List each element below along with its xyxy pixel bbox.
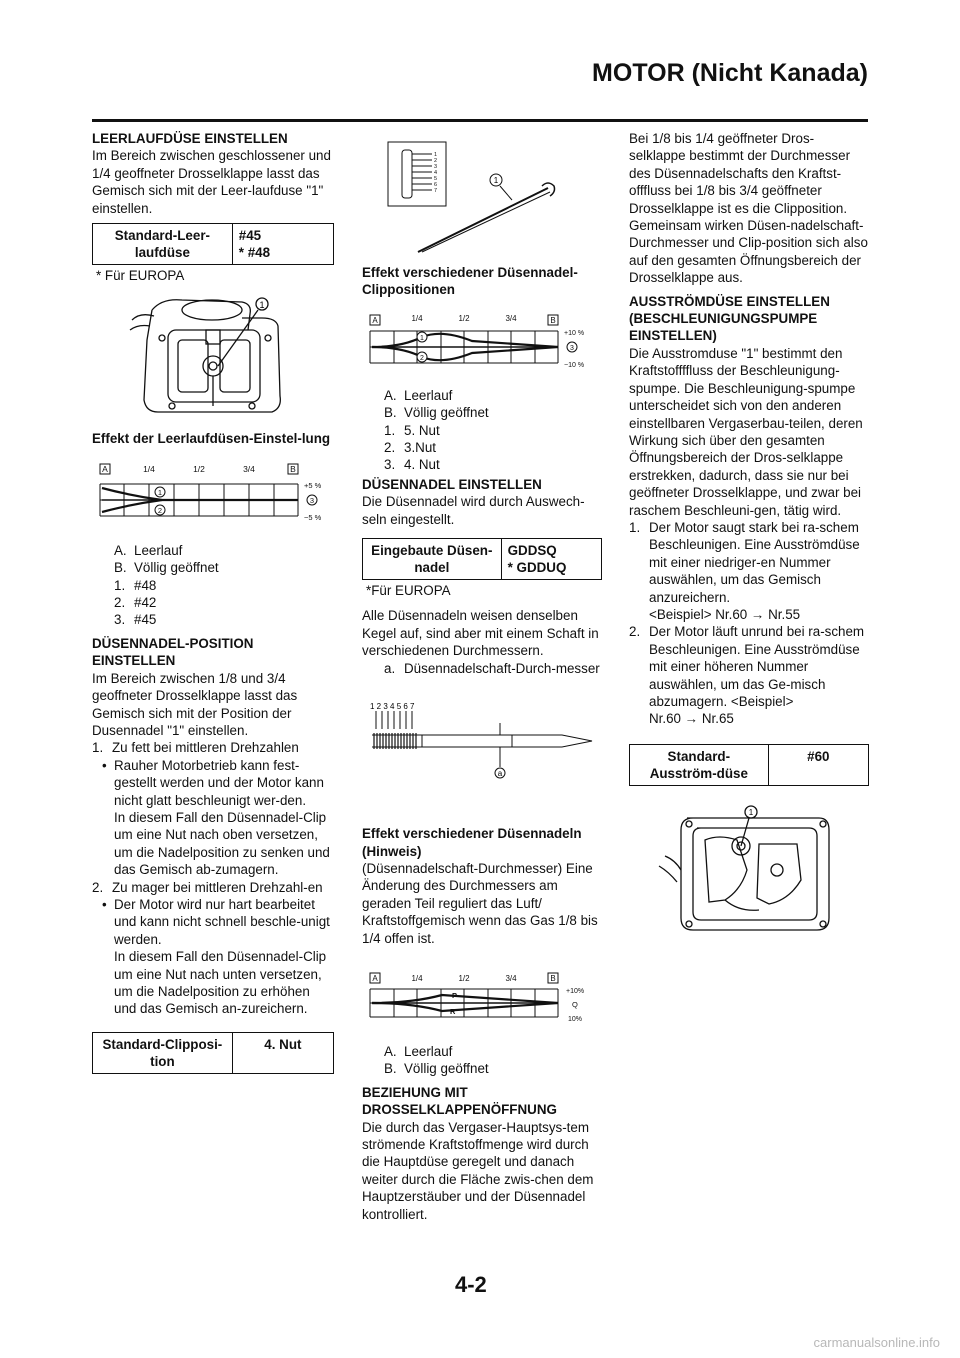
section-text: (Düsennadelschaft-Durchmesser) Eine Änderung des Durchmessers am geraden Teil reguliert das Luft/ Kraftstoffgemisch wenn das Gas 1/8 bis 1/4 offen ist. — [362, 860, 598, 946]
idle-jet-effect-chart — [92, 458, 334, 538]
chart-minus: −5 % — [304, 512, 322, 522]
chart-label-b: B — [550, 973, 556, 983]
legend-value: 4. Nut — [404, 457, 440, 473]
legend-item — [362, 404, 602, 421]
list-item — [629, 623, 869, 710]
chart-minus: −10 % — [564, 361, 585, 369]
list-num: 1. — [629, 519, 641, 535]
legend-item — [362, 456, 602, 473]
figure-caption: Effekt verschiedener Düsennadel-Clippositionen — [362, 265, 578, 298]
header-rule — [92, 119, 868, 122]
legend-key: 1. — [384, 422, 396, 438]
chart-tick-3-4: 3/4 — [505, 973, 517, 983]
fig-callout-1: 1 — [493, 176, 499, 185]
page-number: 4-2 — [455, 1272, 487, 1297]
spec-label: Standard-Ausström-düse — [630, 744, 769, 785]
legend-list-3 — [362, 1043, 602, 1078]
column-1 — [92, 130, 334, 1076]
sub-text: In diesem Fall den Düsennadel-Clip um eine Nut nach oben versetzen, um die Nadelposition zu senken und das Gemisch ab-zumagern. — [114, 809, 330, 878]
legend-value: Leerlauf — [404, 1043, 453, 1059]
clip-number: 2 — [434, 158, 438, 164]
clip-number: 7 — [434, 188, 438, 194]
clip-number: 3 — [434, 164, 438, 170]
chart-tick-3-4: 3/4 — [505, 313, 517, 323]
spec-value-2: * GDDUQ — [507, 560, 567, 576]
needle-effect-chart — [362, 969, 602, 1039]
list-text: Zu mager bei mittleren Drehzahl-en — [112, 879, 323, 895]
legend-value: Völlig geöffnet — [404, 1061, 489, 1077]
chart-label-a: A — [372, 315, 378, 325]
spec-value: #60 — [768, 744, 868, 785]
list-num: 1. — [92, 740, 104, 756]
chart-tick-1-4: 1/4 — [143, 463, 155, 474]
legend-key: 2. — [114, 595, 126, 611]
legend-key: B. — [114, 560, 127, 576]
list-item — [92, 739, 334, 756]
spec-label: Eingebaute Düsen-nadel — [363, 539, 502, 580]
legend-list-1 — [92, 542, 334, 629]
legend-value: #45 — [134, 612, 157, 628]
section-heading-nadelposition: DÜSENNADEL-POSITION EINSTELLEN — [92, 635, 254, 669]
bullet-text: Der Motor wird nur hart bearbeitet und kann nicht schnell beschle-unigt werden. — [114, 896, 330, 947]
chart-label-q: Q — [572, 999, 578, 1009]
legend-key: 3. — [384, 457, 396, 473]
spec-table-duesennadel — [362, 538, 602, 580]
needle-clip-numbers: 1 2 3 4 5 6 7 — [370, 702, 415, 712]
chart-callout-2: 2 — [420, 354, 424, 362]
column-2 — [362, 130, 602, 1223]
legend-value: #48 — [134, 577, 157, 593]
chart-minus: 10% — [568, 1015, 583, 1023]
fig-callout-1: 1 — [259, 300, 265, 311]
legend-item — [92, 577, 334, 594]
chart-label-a: A — [372, 973, 378, 983]
figure-caption: Effekt verschiedener Düsennadeln (Hinweis) — [362, 826, 582, 859]
chart-callout-3: 3 — [570, 344, 574, 352]
fig-callout-1: 1 — [748, 807, 754, 817]
chart-callout-3: 3 — [309, 495, 315, 505]
legend-key: A. — [384, 387, 397, 403]
bullet-icon: • — [102, 896, 107, 912]
chart-plus: +10 % — [564, 329, 585, 337]
legend-value: Leerlauf — [404, 387, 453, 403]
legend-item — [92, 611, 334, 628]
chart-label-p: P — [452, 990, 458, 1000]
bullet-item — [92, 896, 334, 948]
clip-position-effect-chart — [362, 309, 602, 381]
chart-callout-1: 1 — [420, 334, 424, 342]
section-heading-ausstroemduese: AUSSTRÖMDÜSE EINSTELLEN (BESCHLEUNIGUNGSPUMPE EINSTELLEN) — [629, 293, 830, 344]
list-text: Düsennadelschaft-Durch-messer — [404, 660, 600, 676]
section-text: Die durch das Vergaser-Hauptsys-tem strömende Kraftstoffmenge wird durch die Hauptdüse geregelt und danach weiter durch die Fläche zwis-chen dem Hauptzerstäuber und der Düsennadel kontrolliert. — [362, 1119, 594, 1222]
spec-table-ausstroemduese — [629, 744, 869, 786]
legend-item — [362, 439, 602, 456]
spec-value: 4. Nut — [232, 1032, 333, 1073]
legend-item — [92, 594, 334, 611]
clip-number: 4 — [434, 170, 438, 176]
carburetor-figure — [92, 290, 334, 422]
clip-number: 1 — [434, 152, 438, 158]
section-heading-leerlaufduese: LEERLAUFDÜSE EINSTELLEN — [92, 131, 288, 146]
spec-value-1: #45 — [238, 228, 262, 244]
spec-label: Standard-Clipposi-tion — [93, 1032, 233, 1073]
list-text: Der Motor läuft unrund bei ra-schem Beschleunigen. Eine Ausströmdüse mit einer höheren Nummer auswählen, um das Ge-misch abzumagern. <Beispiel> — [649, 624, 865, 709]
section-text: Im Bereich zwischen 1/8 und 3/4 geoffneter Drosselklappe lasst das Gemisch sich mit der Position der Dusennadel "1" einstellen. — [92, 670, 298, 738]
legend-item — [362, 387, 602, 404]
legend-item — [92, 559, 334, 576]
spec-note: * Für EUROPA — [96, 268, 185, 284]
sub-text: In diesem Fall den Düsennadel-Clip um eine Nut nach unten versetzen, um die Nadelposition zu erhöhen und das Gemisch an-zureichern. — [114, 949, 327, 1017]
list-num: 2. — [92, 879, 104, 895]
spec-value-2: * #48 — [238, 245, 271, 261]
chart-callout-1: 1 — [157, 487, 163, 497]
legend-value: #42 — [134, 595, 157, 611]
section-text: Die Düsennadel wird durch Auswech-seln eingestellt. — [362, 494, 585, 527]
section-text: Bei 1/8 bis 1/4 geöffneter Dros-selklappe bestimmt der Durchmesser des Düsennadelschafts den Kraftst-offfluss bei 1/8 bis 3/4 geöffneter Drosselklappe ist es die Clipposition. Gemeinsam wirken Düsen-nadelschaft- Durchmesser und Clip-position sich also auf den gesamten Öffnungsbereich der Drosselklappe aus. — [629, 131, 868, 286]
bullet-icon: • — [102, 757, 107, 773]
chart-tick-1-2: 1/2 — [458, 973, 470, 983]
legend-key: 2. — [384, 440, 396, 456]
list-text: Zu fett bei mittleren Drehzahlen — [112, 740, 299, 756]
page-title: MOTOR (Nicht Kanada) — [592, 59, 868, 87]
legend-key: 1. — [114, 577, 126, 593]
legend-key: B. — [384, 1061, 397, 1077]
section-heading-drosselklappe: BEZIEHUNG MIT DROSSELKLAPPENÖFFNUNG — [362, 1084, 557, 1118]
legend-value: Völlig geöffnet — [134, 560, 219, 576]
legend-key: A. — [384, 1043, 397, 1059]
spec-label: Standard-Leer-laufdüse — [93, 224, 233, 265]
chart-tick-1-2: 1/2 — [193, 463, 205, 474]
legend-key: 3. — [114, 612, 126, 628]
spec-value — [232, 224, 333, 265]
legend-value: Völlig geöffnet — [404, 405, 489, 421]
column-3 — [629, 130, 869, 950]
needle-callout-a: a — [497, 769, 503, 779]
list-num: a. — [384, 660, 396, 676]
clip-number: 5 — [434, 176, 438, 182]
section-text: Die Ausstromduse "1" bestimmt den Kraftstoffffluss der Beschleunigung-spumpe. Die Beschleunigung-spumpe unterscheidet sich von den anderen einstellbaren Vergaserbau-teilen, deren Wirkung sich über den gesamten Öffnungsbereich der Dros-selklappe erstrekken, dadurch, dass sie nur bei geöffneter Drosselklappe, und zwar bei raschem Beschleuni-gen, tätig wird. — [629, 345, 863, 518]
list-num: 2. — [629, 624, 641, 640]
chart-tick-1-2: 1/2 — [458, 313, 470, 323]
bullet-text: Rauher Motorbetrieb kann fest-gestellt werden und der Motor kann nicht glatt beschleunigt wer-den. — [114, 757, 324, 808]
spec-table-leerlaufduese — [92, 223, 334, 265]
list-item — [362, 660, 602, 677]
example-text: <Beispiel> Nr.60 → Nr.55 — [649, 606, 801, 622]
chart-plus: +10% — [566, 987, 585, 995]
legend-list-2 — [362, 387, 602, 474]
legend-value: Leerlauf — [134, 542, 183, 558]
chart-label-b: B — [290, 463, 296, 474]
figure-caption: Effekt der Leerlaufdüsen-Einstel-lung — [92, 431, 331, 447]
legend-item — [362, 422, 602, 439]
chart-plus: +5 % — [304, 480, 322, 490]
list-item — [92, 879, 334, 896]
chart-tick-3-4: 3/4 — [243, 463, 255, 474]
legend-value: 3.Nut — [404, 440, 437, 456]
spec-table-clipposition — [92, 1032, 334, 1074]
chart-label-a: A — [102, 463, 108, 474]
legend-item — [92, 542, 334, 559]
needle-clip-figure — [362, 134, 602, 264]
legend-item — [362, 1060, 602, 1077]
legend-key: B. — [384, 405, 397, 421]
carburetor-bottom-figure — [629, 800, 869, 950]
watermark: carmanualsonline.info — [813, 1335, 940, 1350]
chart-label-r: R — [450, 1006, 456, 1016]
clip-number: 6 — [434, 182, 438, 188]
spec-value-1: GDDSQ — [507, 543, 557, 559]
section-heading-duesennadel: DÜSENNADEL EINSTELLEN — [362, 476, 542, 492]
needle-diameter-figure — [362, 697, 602, 797]
spec-note: *Für EUROPA — [366, 583, 451, 599]
section-text: Im Bereich zwischen geschlossener und 1/4 geoffneter Drosselklappe lasst das Gemisch sich mit der Leer-laufduse "1" einstellen. — [92, 148, 331, 216]
spec-value — [501, 539, 601, 580]
chart-label-b: B — [550, 315, 556, 325]
section-text: Alle Düsennadeln weisen denselben Kegel auf, sind aber mit einem Schaft in verschiedenen Durchmessern. — [362, 608, 599, 659]
legend-key: A. — [114, 542, 127, 558]
legend-value: 5. Nut — [404, 422, 440, 438]
chart-callout-2: 2 — [157, 505, 163, 515]
chart-tick-1-4: 1/4 — [411, 313, 423, 323]
bullet-item — [92, 757, 334, 809]
list-text: Der Motor saugt stark bei ra-schem Beschleunigen. Eine Ausströmdüse mit einer niedriger-en Nummer auswählen, um das Gemisch anzureichern. — [649, 519, 860, 605]
legend-item — [362, 1043, 602, 1060]
chart-tick-1-4: 1/4 — [411, 973, 423, 983]
example-text: Nr.60 → Nr.65 — [649, 711, 734, 727]
list-item — [629, 519, 869, 606]
